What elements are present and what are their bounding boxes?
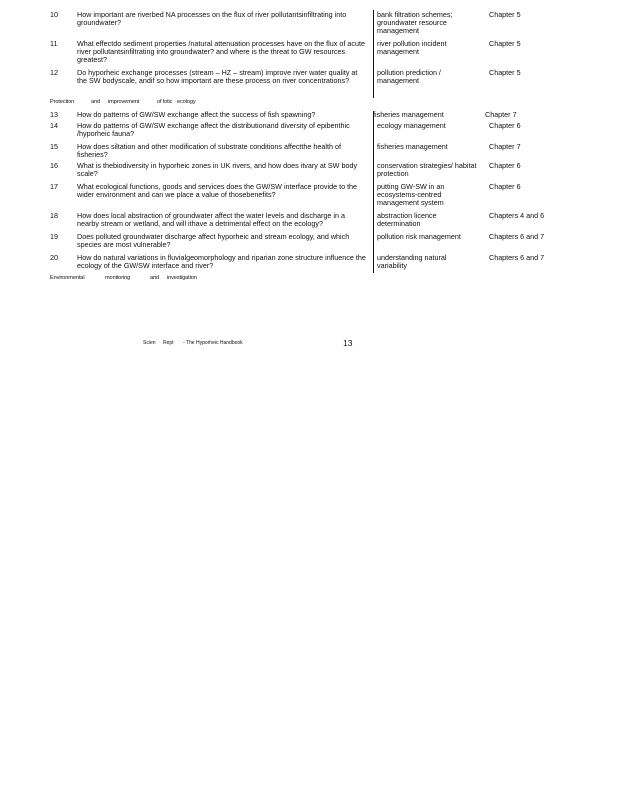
application-area: pollution prediction / management xyxy=(377,68,441,85)
column-divider-bottom xyxy=(373,111,374,273)
research-question: What is thebiodiversity in hyporheic zones in UK rivers, and how does itvary at SW body scale? xyxy=(77,161,358,178)
section-word: Environmental xyxy=(50,275,85,281)
row-number: 19 xyxy=(50,232,58,241)
section-word: investigation xyxy=(167,275,197,281)
section-word: Protection xyxy=(50,99,75,105)
row-number: 17 xyxy=(50,182,58,191)
footer-word: Rept xyxy=(163,340,174,346)
application-area: river pollution incident management xyxy=(377,39,447,56)
research-question: How do patterns of GW/SW exchange affect the distributionand diversity of epibenthic /hyporheic fauna? xyxy=(77,121,350,138)
research-question: What ecological functions, goods and services does the GW/SW interface provide to the wider environment and can we place a value of thosebenefits? xyxy=(77,182,358,199)
section-word: ecology xyxy=(177,99,196,105)
application-area: bank filtration schemes; groundwater resource management xyxy=(377,10,453,35)
chapter-reference: Chapters 4 and 6 xyxy=(489,211,545,220)
research-question: How important are riverbed NA processes on the flux of river pollutantsinfiltrating into groundwater? xyxy=(77,10,347,27)
row-number: 18 xyxy=(50,211,58,220)
chapter-reference: Chapter 6 xyxy=(489,121,521,130)
chapter-reference: Chapter 6 xyxy=(489,182,521,191)
section-word: monitoring xyxy=(105,275,131,281)
application-area: pollution risk management xyxy=(377,232,461,241)
chapter-reference: Chapters 6 and 7 xyxy=(489,253,545,262)
research-question: How does siltation and other modification of substrate conditions affectthe health of fisheries? xyxy=(77,142,341,159)
row-number: 13 xyxy=(50,110,58,119)
chapter-reference: Chapter 7 xyxy=(485,110,517,119)
research-question: How does local abstraction of groundwater affect the water levels and discharge in a nearby stream or wetland, and will ithave a detrimental effect on the ecology? xyxy=(77,211,345,228)
footer-word: Scien xyxy=(143,340,156,346)
research-question: What effectdo sediment properties /natural attenuation processes have on the flux of acute river pollutantsinfiltrating into groundwater? and where is the threat to GW resources greatest? xyxy=(77,39,365,64)
chapter-reference: Chapter 5 xyxy=(489,10,521,19)
application-area: ecology management xyxy=(377,121,446,130)
application-area: fisheries management xyxy=(373,110,444,119)
section-word: and xyxy=(91,99,101,105)
section-heading-ecology xyxy=(50,99,196,106)
row-number: 16 xyxy=(50,161,58,170)
section-heading-monitoring xyxy=(50,275,197,282)
column-divider-top xyxy=(373,10,374,98)
row-number: 20 xyxy=(50,253,58,262)
application-area: understanding natural variability xyxy=(377,253,447,270)
row-number: 10 xyxy=(50,10,58,19)
chapter-reference: Chapter 7 xyxy=(489,142,521,151)
application-area: putting GW-SW in an ecosystems-centred management system xyxy=(377,182,445,207)
application-area: abstraction licence determination xyxy=(377,211,437,228)
row-number: 14 xyxy=(50,121,58,130)
research-question: How do natural variations in fluvialgeomorphology and riparian zone structure influence the ecology of the GW/SW interface and river? xyxy=(77,253,366,270)
footer-word: - The Hyporheic Handbook xyxy=(183,340,243,346)
section-word: and xyxy=(150,275,160,281)
application-area: conservation strategies/ habitat protection xyxy=(377,161,477,178)
application-area: fisheries management xyxy=(377,142,448,151)
row-number: 11 xyxy=(50,39,58,48)
chapter-reference: Chapters 6 and 7 xyxy=(489,232,545,241)
research-question: How do patterns of GW/SW exchange affect the success of fish spawning? xyxy=(77,110,316,119)
section-word: of lotic xyxy=(157,99,173,105)
chapter-reference: Chapter 6 xyxy=(489,161,521,170)
chapter-reference: Chapter 5 xyxy=(489,68,521,77)
page-number: 13 xyxy=(343,338,353,348)
research-question: Do hyporheic exchange processes (stream – HZ – stream) improve river water quality at the SW bodyscale, andif so how important are these process on river concentrations? xyxy=(77,68,358,85)
row-number: 15 xyxy=(50,142,58,151)
footer-report-title xyxy=(143,340,243,347)
chapter-reference: Chapter 5 xyxy=(489,39,521,48)
section-word: improvement xyxy=(108,99,140,105)
research-question: Does polluted groundwater discharge affect hyporheic and stream ecology, and which species are most vulnerable? xyxy=(77,232,350,249)
row-number: 12 xyxy=(50,68,58,77)
